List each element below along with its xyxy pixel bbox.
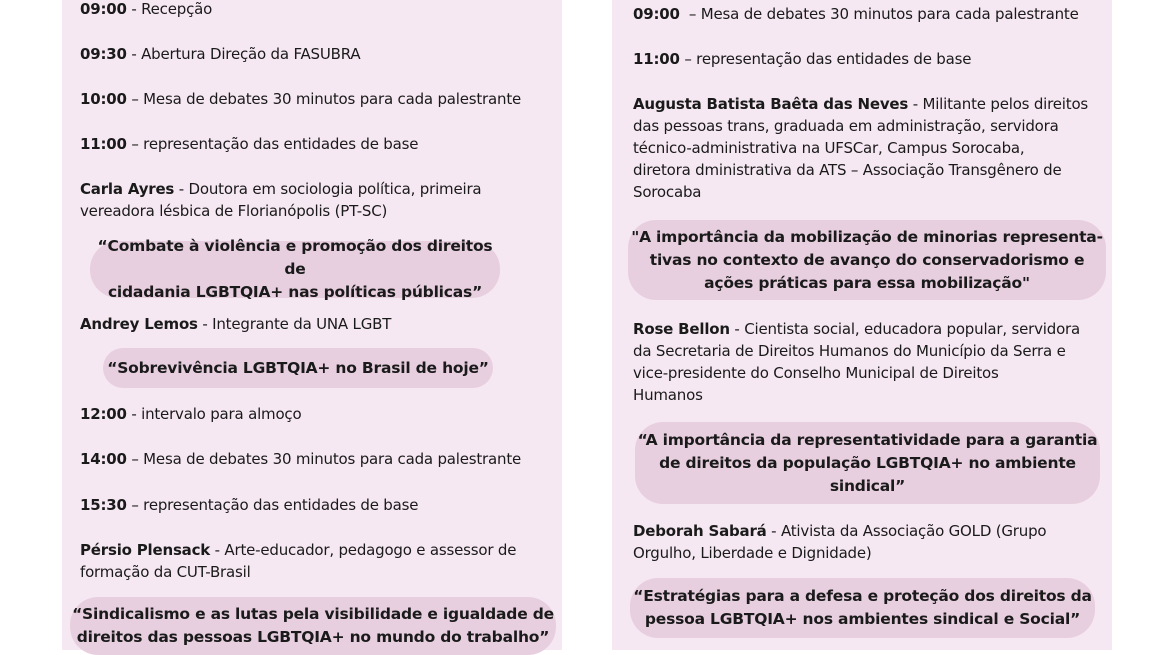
speaker-bio: Carla Ayres - Doutora em sociologia política, primeira vereadora lésbica de Florianópolis (PT-SC) [80,180,482,220]
talk-title: “A importância da representatividade para a garantia de direitos da população LGBTQIA+ no ambiente sindical” [635,422,1100,504]
schedule-item: 09:30 - Abertura Direção da FASUBRA [80,45,361,63]
speaker-bio: Pérsio Plensack - Arte-educador, pedagogo e assessor de formação da CUT-Brasil [80,541,517,581]
schedule-item: 14:00 – Mesa de debates 30 minutos para cada palestrante [80,450,522,468]
talk-title: "A importância da mobilização de minorias representa- tivas no contexto de avanço do conservadorismo e ações práticas para essa mobilização" [628,220,1106,300]
talk-title: “Combate à violência e promoção dos direitos de cidadania LGBTQIA+ nas políticas públicas” [90,241,500,298]
schedule-item: 11:00 – representação das entidades de base [80,135,419,153]
schedule-item: 12:00 - intervalo para almoço [80,405,302,423]
schedule-item: 10:00 – Mesa de debates 30 minutos para cada palestrante [80,90,522,108]
schedule-item: 09:00 - Recepção [80,0,213,18]
speaker-bio: Rose Bellon - Cientista social, educadora popular, servidora da Secretaria de Direitos Humanos do Município da Serra e vice-presidente do Conselho Municipal de Direitos Humanos [633,320,1081,404]
talk-title: “Sobrevivência LGBTQIA+ no Brasil de hoje” [103,348,493,388]
talk-title: “Estratégias para a defesa e proteção dos direitos da pessoa LGBTQIA+ nos ambientes sindical e Social” [630,578,1095,638]
schedule-item: 15:30 – representação das entidades de base [80,496,419,514]
speaker-bio: Deborah Sabará - Ativista da Associação GOLD (Grupo Orgulho, Liberdade e Dignidade) [633,522,1047,562]
speaker-bio: Andrey Lemos - Integrante da UNA LGBT [80,315,392,333]
speaker-bio: Augusta Batista Baêta das Neves - Militante pelos direitos das pessoas trans, graduada em administração, servidora técnico-administrativa na UFSCar, Campus Sorocaba, diretora dministrativa da ATS – Associação Transgênero de Sorocaba [633,95,1089,201]
schedule-item: 09:00 – Mesa de debates 30 minutos para cada palestrante [633,5,1079,23]
schedule-item: 11:00 – representação das entidades de base [633,50,972,68]
talk-title: “Sindicalismo e as lutas pela visibilidade e igualdade de direitos das pessoas LGBTQIA+ no mundo do trabalho” [70,597,556,655]
